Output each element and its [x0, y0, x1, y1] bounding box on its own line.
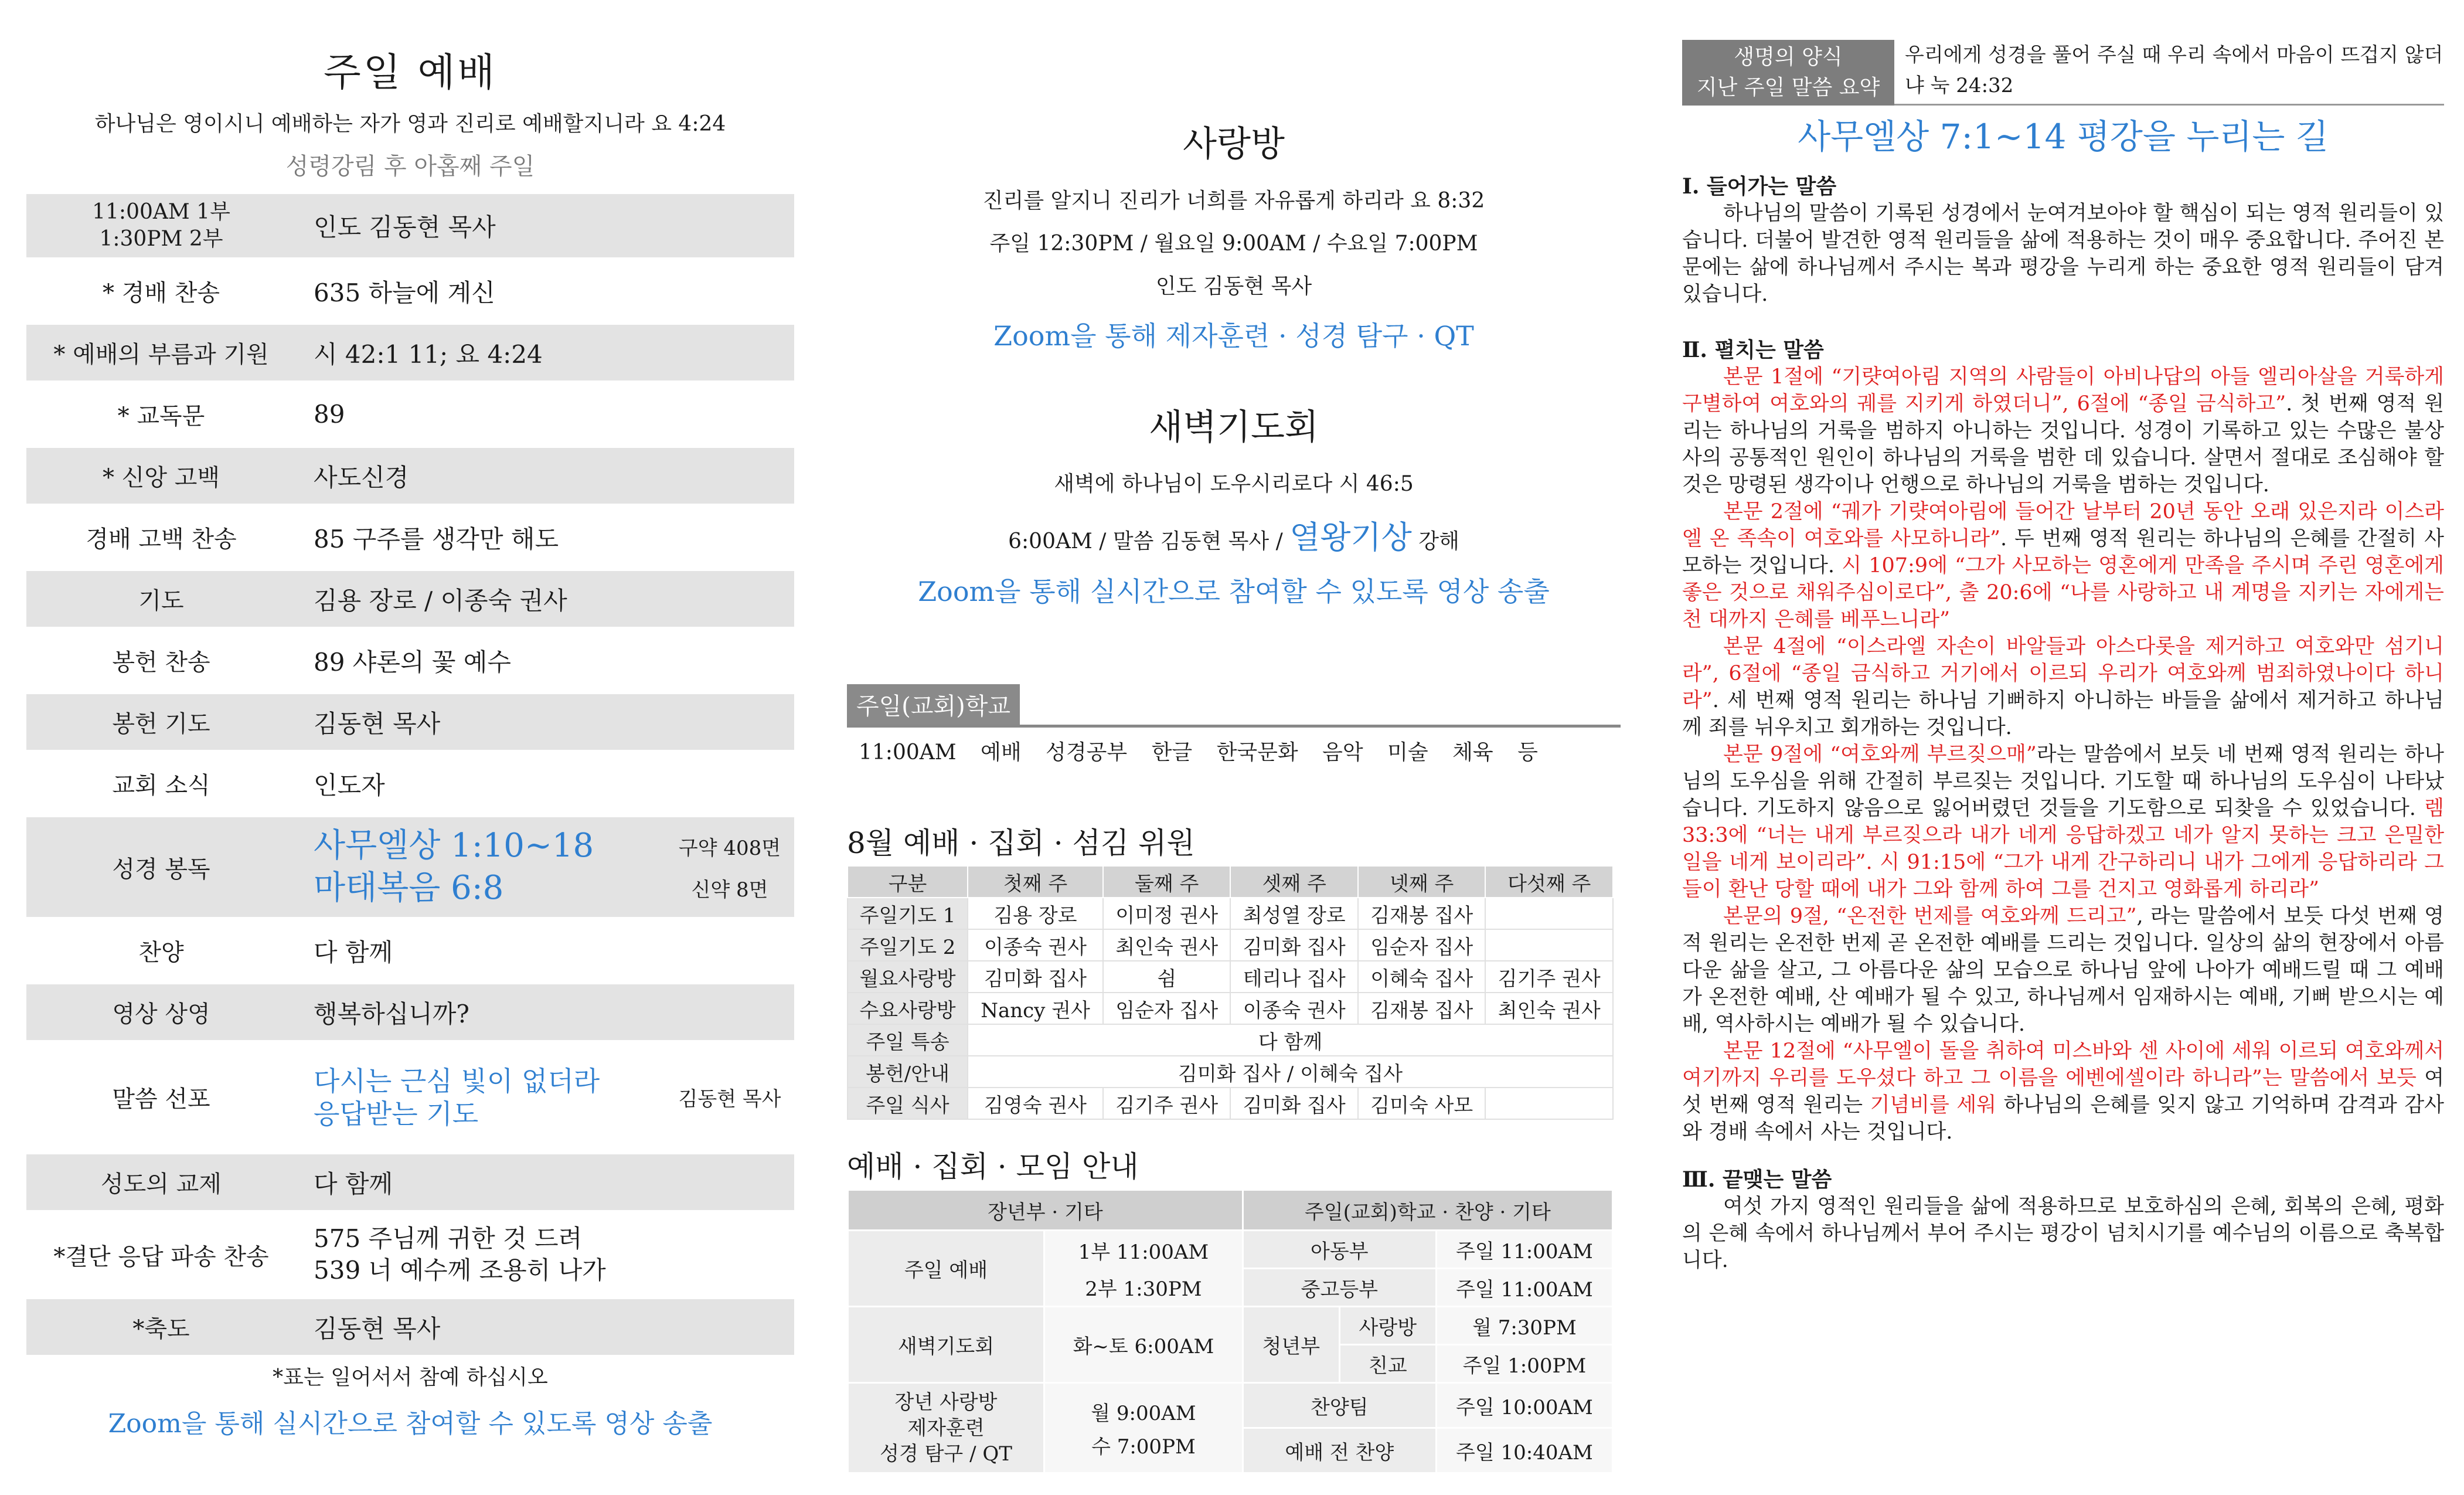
- committee-header: 다섯째 주: [1485, 866, 1613, 898]
- meetings-time: 주일 1:00PM: [1436, 1345, 1612, 1383]
- paragraph-text: , 라는 말씀에서 보듯 다섯 번째 영적 원리는 온전한 번제 곧 온전한 예배를 드리는 것입니다. 일상의 삶의 현장에서 아름다운 삶을 살고, 그 아름다운 삶의 모습으로 하나님 앞에 나아가 예배드릴 때 그 예배가 온전한 예배, 산 예배가 될 수 있고, 하나님께서 임재하시는 예배, 기뻐 받으시는 예배, 역사하시는 예배가 될 수 있습니다.: [1682, 905, 2444, 1036]
- order-value: 김동현 목사: [314, 709, 441, 738]
- sermon-summary-column: [1682, 0, 2444, 1495]
- section-heading: Ⅰ. 들어가는 말씀: [1682, 174, 1837, 199]
- scripture-page-1: 구약 408면: [678, 837, 781, 860]
- order-label: 봉헌 찬송: [112, 649, 210, 676]
- dawn-verse: 새벽에 하나님이 도우시리로다 시 46:5: [1054, 472, 1414, 496]
- scripture-reading-row: [26, 817, 794, 917]
- order-label: 영상 상영: [112, 1001, 210, 1028]
- order-label: 찬양: [138, 939, 184, 966]
- order-value: 89 샤론의 꽃 예수: [314, 647, 511, 677]
- order-row: [26, 1299, 794, 1355]
- committee-header: 둘째 주: [1103, 866, 1231, 898]
- committee-header: 셋째 주: [1230, 866, 1358, 898]
- paragraph-text: . 세 번째 영적 원리는 하나님 기뻐하지 아니하는 바들을 삶에서 제거하고 하나님께 죄를 뉘우치고 회개하는 것입니다.: [1682, 689, 2444, 739]
- meetings-table: [847, 1189, 1614, 1474]
- committee-row: [848, 1088, 1613, 1119]
- meetings-time-line: 1부 11:00AM: [1078, 1240, 1209, 1264]
- committee-cell: 수요사랑방: [848, 993, 968, 1024]
- meetings-sublabel: 사랑방: [1339, 1307, 1436, 1345]
- committee-row: [848, 1056, 1613, 1088]
- meetings-label: [848, 1383, 1044, 1473]
- sarangbang-times: 주일 12:30PM / 월요일 9:00AM / 수요일 7:00PM: [989, 232, 1478, 256]
- order-value: 인도자: [314, 770, 385, 800]
- order-label: 경배 고백 찬송: [86, 526, 237, 553]
- committee-cell: 김용 장로: [968, 898, 1103, 929]
- meetings-label-line: 장년 사랑방: [894, 1390, 998, 1414]
- committee-cell: 이미정 권사: [1103, 898, 1231, 929]
- summary-label-1: 생명의 양식: [1734, 45, 1843, 69]
- meetings-row: [848, 1307, 1613, 1345]
- committee-row: [848, 898, 1613, 929]
- committee-cell: 이종숙 권사: [1230, 993, 1358, 1024]
- order-label: *결단 응답 파송 찬송: [53, 1243, 269, 1270]
- order-row: [26, 1154, 794, 1210]
- meetings-time: 월 7:30PM: [1436, 1307, 1612, 1345]
- committee-cell: 임순자 집사: [1358, 929, 1486, 961]
- summary-paragraph: 여섯 가지 영적인 원리들을 삶에 적용하므로 보호하심의 은혜, 회복의 은혜, 평화의 은혜 속에서 하나님께서 부어 주시는 평강이 넘치시기를 예수님의 이름으로 축복합니다.: [1682, 1195, 2444, 1272]
- closing-hymn-row: [26, 1216, 794, 1293]
- sarangbang-zoom: Zoom을 통해 제자훈련 · 성경 탐구 · QT: [993, 320, 1474, 352]
- scripture-ref-1: 사무엘상 1:10~18: [314, 827, 594, 865]
- order-value: 다 함께: [314, 1169, 393, 1198]
- order-label: * 신앙 고백: [103, 464, 220, 491]
- committee-header: 넷째 주: [1358, 866, 1486, 898]
- worship-verse: 하나님은 영이시니 예배하는 자가 영과 진리로 예배할지니라 요 4:24: [94, 112, 726, 136]
- paragraph-text: 라는 말씀에서 보듯 네 번째 영적 원리는 하나님의 도우심을 위해 간절히 부르짖는 것입니다. 기도할 때 하나님의 도우심이 나타났습니다. 기도하지 않음으로 잃어버렸던 것들을 기도함으로 되찾을 수 있었습니다.: [1682, 743, 2444, 820]
- committee-cell: 주일기도 2: [848, 929, 968, 961]
- committee-cell: 최인숙 권사: [1485, 993, 1613, 1024]
- meetings-time: 화~토 6:00AM: [1044, 1307, 1243, 1383]
- committee-cell: 테리나 집사: [1230, 961, 1358, 993]
- meetings-time-line: 월 9:00AM: [1091, 1401, 1196, 1425]
- scripture-quote: 본문 2절에 “궤가 기럇여아림에 들어간 날부터 20년 동안 오래 있은지라 이스라엘 온 족속이 여호와를 사모하니라”: [1682, 500, 2444, 551]
- scripture-pages: [665, 832, 794, 902]
- meetings-label: 찬양팀: [1243, 1383, 1436, 1428]
- committee-cell: 김미화 집사: [1230, 1088, 1358, 1119]
- order-row: [26, 509, 794, 565]
- summary-paragraph: [1682, 1038, 2444, 1146]
- committee-cell: 김미숙 사모: [1358, 1088, 1486, 1119]
- section-heading: Ⅱ. 펼치는 말씀: [1682, 338, 1824, 362]
- dawn-time-prefix: 6:00AM / 말씀 김동현 목사 /: [1008, 529, 1283, 553]
- meetings-row: [848, 1383, 1613, 1428]
- meetings-time: 주일 11:00AM: [1436, 1231, 1612, 1269]
- committee-cell: 주일기도 1: [848, 898, 968, 929]
- paragraph-text: 여섯 번째 영적 원리는: [1682, 1066, 2445, 1117]
- committee-row: [848, 1024, 1613, 1056]
- order-label: * 예배의 부름과 기원: [53, 341, 269, 368]
- paragraph-text: . 첫 번째 영적 원리는 하나님의 거룩을 범하지 아니하는 것입니다. 성경이 기록하고 있는 수많은 불상사의 공통적인 원인이 하나님의 거룩을 범한 데 있습니다. 살면서 절대로 조심해야 할 것은 망령된 생각이나 언행으로 하나님의 거룩을 범하는 것입니다.: [1682, 392, 2444, 497]
- committee-cell: 주일 특송: [848, 1024, 968, 1056]
- committee-cell: 최성열 장로: [1230, 898, 1358, 929]
- scripture-refs: [296, 825, 665, 909]
- order-value: 인도 김동현 목사: [314, 213, 496, 242]
- closing-hymn-2: 539 너 예수께 조용히 나가: [314, 1256, 606, 1285]
- meetings-header-right: 주일(교회)학교 · 찬양 · 기타: [1243, 1190, 1612, 1231]
- order-value: 635 하늘에 계신: [314, 278, 495, 307]
- scripture-quote: 본문의 9절, “온전한 번제를 여호와께 드리고”: [1723, 905, 2137, 928]
- order-row: [26, 694, 794, 750]
- order-row: [26, 448, 794, 504]
- scripture-quote: 본문 4절에 “이스라엘 자손이 바알들과 아스다롯을 제거하고 여호와만 섬기니라”, 6절에 “종일 금식하고 거기에서 이르되 우리가 여호와께 범죄하였나이다 하니라”: [1682, 635, 2444, 712]
- order-row: [26, 633, 794, 688]
- order-value: 다 함께: [314, 937, 393, 967]
- middle-column: [847, 0, 1621, 1495]
- section-heading: Ⅲ. 끝맺는 말씀: [1682, 1167, 1832, 1192]
- closing-hymns: [296, 1223, 794, 1286]
- meetings-label: 중고등부: [1243, 1269, 1436, 1307]
- order-value: 89: [314, 400, 345, 429]
- meetings-time-line: 2부 1:30PM: [1085, 1277, 1202, 1301]
- committee-cell: 임순자 집사: [1103, 993, 1231, 1024]
- committee-cell: 김기주 권사: [1103, 1088, 1231, 1119]
- meetings-label-line: 성경 탐구 / QT: [880, 1442, 1012, 1466]
- order-value: 85 구주를 생각만 해도: [314, 524, 559, 553]
- order-row: [26, 923, 794, 978]
- order-row: [26, 571, 794, 627]
- summary-paragraph: [1682, 633, 2444, 741]
- paragraph-text: . 두 번째 영적 원리는 하나님의 은혜를 간절히 사모하는 것입니다.: [1682, 527, 2444, 577]
- sermon-title-2: 응답받는 기도: [314, 1098, 479, 1130]
- committee-cell: 이혜숙 집사: [1358, 961, 1486, 993]
- committee-cell: [1485, 1088, 1613, 1119]
- scripture-quote: 기념비를 세워: [1870, 1093, 1997, 1117]
- sunday-school-header: [847, 684, 1621, 728]
- order-value: 시 42:1 11; 요 4:24: [314, 339, 543, 369]
- sarangbang-title: 사랑방: [1183, 124, 1285, 165]
- committee-cell: 다 함께: [968, 1024, 1613, 1056]
- order-label: 11:00AM 1부 1:30PM 2부: [92, 200, 230, 251]
- order-label: * 교독문: [117, 403, 205, 430]
- committee-cell: Nancy 권사: [968, 993, 1103, 1024]
- meetings-sublabel: 친교: [1339, 1345, 1436, 1383]
- meetings-row: [848, 1231, 1613, 1269]
- order-value: 김용 장로 / 이종숙 권사: [314, 586, 567, 615]
- scripture-page-2: 신약 8면: [691, 878, 768, 902]
- sermon-preacher: 김동현 목사: [678, 1088, 781, 1111]
- order-label: 기도: [138, 587, 184, 614]
- order-row: [26, 386, 794, 442]
- committee-title: 8월 예배 · 집회 · 섬김 위원: [847, 826, 1195, 860]
- meetings-header-left: 장년부 · 기타: [848, 1190, 1243, 1231]
- dawn-times: [847, 512, 1621, 558]
- sermon-title-1: 다시는 근심 빛이 없더라: [314, 1065, 600, 1097]
- summary-paragraph: [1682, 363, 2444, 498]
- summary-paragraph: [1682, 498, 2444, 633]
- paragraph-text: 하나님의 은혜를 잊지 않고 기억하며 감격과 감사와 경배 속에서 사는 것입니다.: [1682, 1093, 2444, 1144]
- order-label: 말씀 선포: [112, 1086, 210, 1113]
- zoom-notice: Zoom을 통해 실시간으로 참여할 수 있도록 영상 송출: [108, 1409, 713, 1439]
- order-label: * 경배 찬송: [103, 280, 220, 307]
- dawn-title: 새벽기도회: [1149, 407, 1319, 448]
- scripture-quote: 본문 9절에 “여호와께 부르짖으매”: [1723, 743, 2037, 766]
- committee-cell: 쉼: [1103, 961, 1231, 993]
- meetings-label: 예배 전 찬양: [1243, 1428, 1436, 1473]
- order-label: 교회 소식: [112, 772, 210, 799]
- meetings-header-row: [848, 1190, 1613, 1231]
- committee-cell: 김재봉 집사: [1358, 993, 1486, 1024]
- order-row: [26, 194, 794, 257]
- order-label: 성경 봉독: [112, 855, 210, 883]
- committee-cell: 김미화 집사 / 이혜숙 집사: [968, 1056, 1613, 1088]
- meetings-label: 아동부: [1243, 1231, 1436, 1269]
- committee-cell: 월요사랑방: [848, 961, 968, 993]
- committee-cell: 이종숙 권사: [968, 929, 1103, 961]
- committee-row: [848, 961, 1613, 993]
- order-row: [26, 325, 794, 380]
- worship-season: 성령강림 후 아홉째 주일: [285, 153, 535, 180]
- summary-label-2: 지난 주일 말씀 요약: [1696, 76, 1880, 100]
- order-row: [26, 984, 794, 1040]
- committee-cell: 김기주 권사: [1485, 961, 1613, 993]
- scripture-quote: 본문 1절에 “기럇여아림 지역의 사람들이 아비나답의 아들 엘리아살을 거룩하게 구별하여 여호와의 궤를 지키게 하였더니”, 6절에 “종일 금식하고”: [1682, 365, 2444, 416]
- sunday-school-tag: 주일(교회)학교: [847, 684, 1020, 725]
- meetings-label: 주일 예배: [848, 1231, 1044, 1307]
- meetings-label-line: 제자훈련: [907, 1416, 985, 1440]
- scripture-quote: 본문 12절에 “사무엘이 돌을 취하여 미스바와 센 사이에 세워 이르되 여호와께서 여기까지 우리를 도우셨다 하고 그 이름을 에벤에셀이라 하니라”는 말씀에서 보듯: [1682, 1039, 2444, 1090]
- summary-paragraph: [1682, 903, 2444, 1038]
- summary-header: [1682, 40, 2444, 106]
- meetings-time-line: 수 7:00PM: [1091, 1435, 1196, 1459]
- committee-table: [847, 865, 1614, 1120]
- committee-cell: 김미화 집사: [1230, 929, 1358, 961]
- committee-header: 구분: [848, 866, 968, 898]
- order-value: 사도신경: [314, 463, 409, 492]
- order-row: [26, 756, 794, 811]
- committee-cell: [1485, 929, 1613, 961]
- committee-cell: 김영숙 권사: [968, 1088, 1103, 1119]
- worship-title: 주일 예배: [323, 50, 497, 95]
- scripture-ref-2: 마태복음 6:8: [314, 869, 504, 907]
- order-value: 김동현 목사: [314, 1314, 441, 1343]
- dawn-time-suffix: 강해: [1418, 529, 1459, 553]
- meetings-label: 청년부: [1243, 1307, 1339, 1383]
- order-label: 봉헌 기도: [112, 711, 210, 738]
- scripture-quote: 시 107:9에 “그가 사모하는 영혼에게 만족을 주시며 주린 영혼에게 좋은 것으로 채워주심이로다”, 출 20:6에 “나를 사랑하고 내 계명을 지키는 자에게는 천 대까지 은혜를 베푸느니라”: [1682, 554, 2444, 631]
- meetings-time: [1044, 1231, 1243, 1307]
- standing-note: *표는 일어서서 참예 하십시오: [273, 1365, 548, 1389]
- meetings-time: 주일 10:00AM: [1436, 1383, 1612, 1428]
- dawn-zoom: Zoom을 통해 실시간으로 참여할 수 있도록 영상 송출: [918, 576, 1550, 607]
- committee-header: 첫째 주: [968, 866, 1103, 898]
- order-label: 성도의 교제: [101, 1171, 222, 1198]
- meetings-time: 주일 11:00AM: [1436, 1269, 1612, 1307]
- committee-cell: [1485, 898, 1613, 929]
- order-label: *축도: [132, 1316, 190, 1343]
- sermon-row: [26, 1046, 794, 1149]
- summary-label-box: [1682, 40, 1894, 106]
- committee-header-row: [848, 866, 1613, 898]
- committee-cell: 최인숙 권사: [1103, 929, 1231, 961]
- order-of-service: [26, 194, 794, 1355]
- sermon-titles: [296, 1065, 665, 1130]
- scripture-quote: 렘 33:3에 “너는 내게 부르짖으라 내가 네게 응답하겠고 네가 알지 못하는 크고 은밀한 일을 네게 보이리라”. 시 91:15에 “그가 내게 간구하리니 내가 그에게 응답하리라 그들이 환난 당할 때에 내가 그와 함께 하여 그를 건지고 영화롭게 하리라”: [1682, 797, 2444, 901]
- summary-paragraph: [1682, 741, 2444, 903]
- order-row: [26, 263, 794, 319]
- meetings-title: 예배 · 집회 · 모임 안내: [847, 1150, 1139, 1184]
- committee-row: [848, 993, 1613, 1024]
- committee-cell: 김미화 집사: [968, 961, 1103, 993]
- summary-quote: 우리에게 성경을 풀어 주실 때 우리 속에서 마음이 뜨겁지 않더냐 눅 24:32: [1894, 40, 2444, 106]
- sunday-school-line: 11:00AM 예배 성경공부 한글 한국문화 음악 미술 체육 등: [859, 740, 1538, 765]
- worship-column: [26, 0, 794, 1495]
- committee-cell: 주일 식사: [848, 1088, 968, 1119]
- summary-paragraph: 하나님의 말씀이 기록된 성경에서 눈여겨보아야 할 핵심이 되는 영적 원리들이 있습니다. 더불어 발견한 영적 원리들을 삶에 적용하는 것이 매우 중요합니다. 주어진 본문에는 삶에 하나님께서 주시는 복과 평강을 누리게 하는 중요한 영적 원리들이 담겨 있습니다.: [1682, 202, 2444, 306]
- summary-title: 사무엘상 7:1~14 평강을 누리는 길: [1798, 117, 2329, 157]
- meetings-time: 주일 10:40AM: [1436, 1428, 1612, 1473]
- committee-cell: 김재봉 집사: [1358, 898, 1486, 929]
- committee-row: [848, 929, 1613, 961]
- committee-cell: 봉헌/안내: [848, 1056, 968, 1088]
- meetings-label: 새벽기도회: [848, 1307, 1044, 1383]
- sarangbang-leader: 인도 김동현 목사: [1155, 274, 1312, 298]
- closing-hymn-1: 575 주님께 귀한 것 드려: [314, 1224, 583, 1253]
- meetings-time: [1044, 1383, 1243, 1473]
- sarangbang-verse: 진리를 알지니 진리가 너희를 자유롭게 하리라 요 8:32: [982, 189, 1485, 213]
- order-value: 행복하십니까?: [314, 999, 469, 1028]
- dawn-book: 열왕기상: [1289, 519, 1412, 556]
